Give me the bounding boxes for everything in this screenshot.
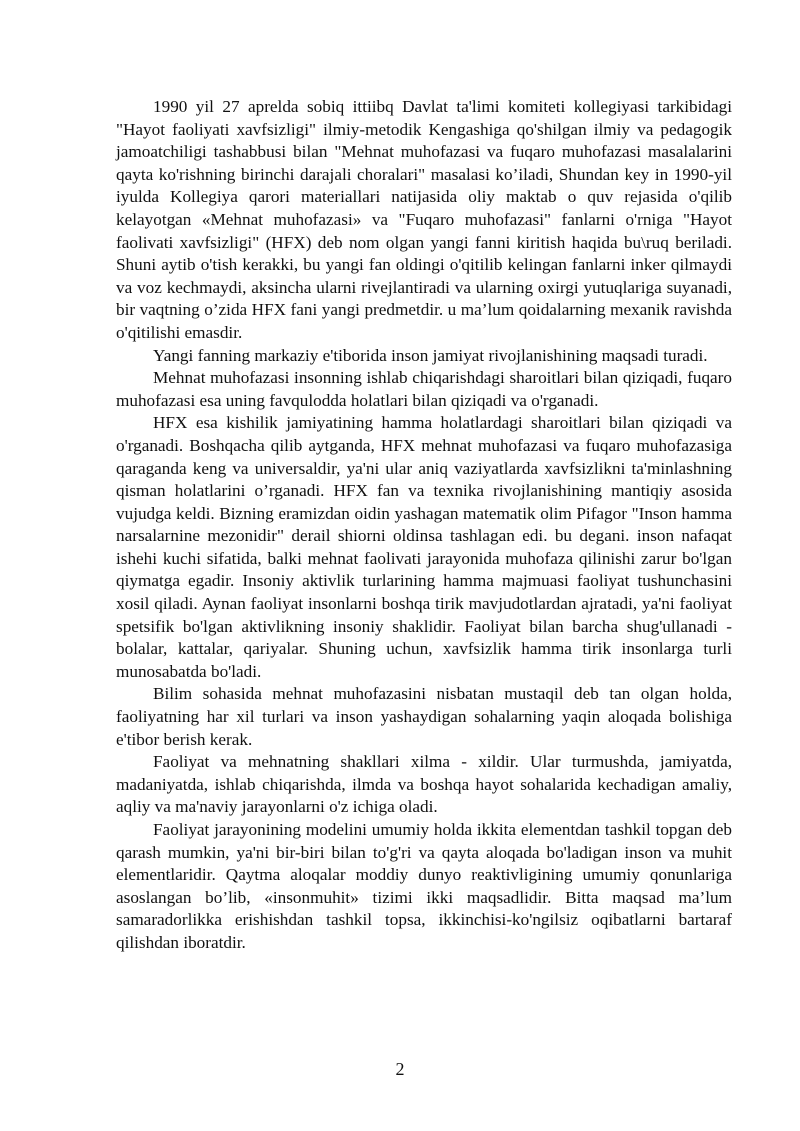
- paragraph-7: Faoliyat jarayonining modelini umumiy holda ikkita elementdan tashkil topgan deb qarash mumkin, ya'ni bir-biri bilan to'g'ri va qayta aloqada bo'ladigan inson va muhit elementlaridir. Qaytma aloqalar moddiy dunyo reaktivligining umumiy qonunlariga asoslangan bo’lib, «insonmuhit» tizimi ikki maqsadlidir. Bitta maqsad ma’lum samaradorlikka erishishdan tashkil topsa, ikkinchisi-ko'ngilsiz oqibatlarni bartaraf qilishdan iboratdir.: [116, 820, 732, 952]
- paragraph-5: Bilim sohasida mehnat muhofazasini nisbatan mustaqil deb tan olgan holda, faoliyatning har xil turlari va inson yashaydigan sohalarning yaqin aloqada bolishiga e'tibor berish kerak.: [116, 684, 732, 749]
- paragraph-4: HFX esa kishilik jamiyatining hamma holatlardagi sharoitlari bilan qiziqadi va o'rganadi. Boshqacha qilib aytganda, HFX mehnat muhofazasi va fuqaro muhofazasiga qaraganda keng va universaldir, ya'ni ular aniq vaziyatlarda xavfsizlikni ta'minlashning qisman holatlarini o’rganadi. HFX fan va texnika rivojlanishining mantiqiy asosida vujudga keldi. Bizning eramizdan oidin yashagan matematik olim Pifagor "Inson hamma narsalarnine mezonidir" derail shiorni oldinsa tashlagan edi. bu degani. inson nafaqat ishehi kuchi sifatida, balki mehnat faolivati jarayonida muhofaza qilinishi zarur bo'lgan qiymatga egadir. Insoniy aktivlik turlarining hamma majmuasi faoliyat tushunchasini xosil qiladi. Aynan faoliyat insonlarni boshqa tirik mavjudotlardan ajratadi, ya'ni faoliyat spetsifik bo'lgan aktivlikning insoniy shaklidir. Faoliyat bilan barcha shug'ullanadi - bolalar, kattalar, qariyalar. Shuning uchun, xavfsizlik hamma tirik insonlarga turli munosabatda bo'ladi.: [116, 413, 732, 681]
- paragraph-3: Mehnat muhofazasi insonning ishlab chiqarishdagi sharoitlari bilan qiziqadi, fuqaro muhofazasi esa uning favqulodda holatlari bilan qiziqadi va o'rganadi.: [116, 368, 732, 410]
- paragraph-2: Yangi fanning markaziy e'tiborida inson jamiyat rivojlanishining maqsadi turadi.: [153, 345, 708, 365]
- document-body: [116, 96, 732, 955]
- page-number: 2: [395, 1059, 405, 1079]
- paragraph-1: 1990 yil 27 aprelda sobiq ittiibq Davlat ta'limi komiteti kollegiyasi tarkibidagi "Hayot faoliyati xavfsizligi" ilmiy-metodik Kengashiga qo'shilgan ilmiy va pedagogik jamoatchiligi tashabbusi bilan "Mehnat muhofazasi va fuqaro muhofazasi masalalarini qayta ko'rishning birinchi darajali choralari" masalasi ko’iladi, Shundan key in 1990-yil iyulda Kollegiya qarori materiallari natijasida oliy maktab o quv rejasida o'qilib kelayotgan «Mehnat muhofazasi» va "Fuqaro muhofazasi" fanlarni o'rniga "Hayot faolivati xavfsizligi" (HFX) deb nom olgan yangi fanni kiritish haqida bu\ruq beriladi. Shuni aytib o'tish kerakki, bu yangi fan oldingi o'qitilib kelingan fanlarni inker qilmaydi va voz kechmaydi, aksincha ularni rivejlantiradi va ularning oxirgi yutuqlariga suyanadi, bir vaqtning o’zida HFX fani yangi predmetdir. u ma’lum qoidalarning mexanik ravishda o'qitilishi emasdir.: [116, 97, 732, 342]
- paragraph-6: Faoliyat va mehnatning shakllari xilma - xildir. Ular turmushda, jamiyatda, madaniyatda, ishlab chiqarishda, ilmda va boshqa hayot sohalarida kechadigan amaliy, aqliy va ma'naviy jarayonlarni o'z ichiga oladi.: [116, 752, 732, 817]
